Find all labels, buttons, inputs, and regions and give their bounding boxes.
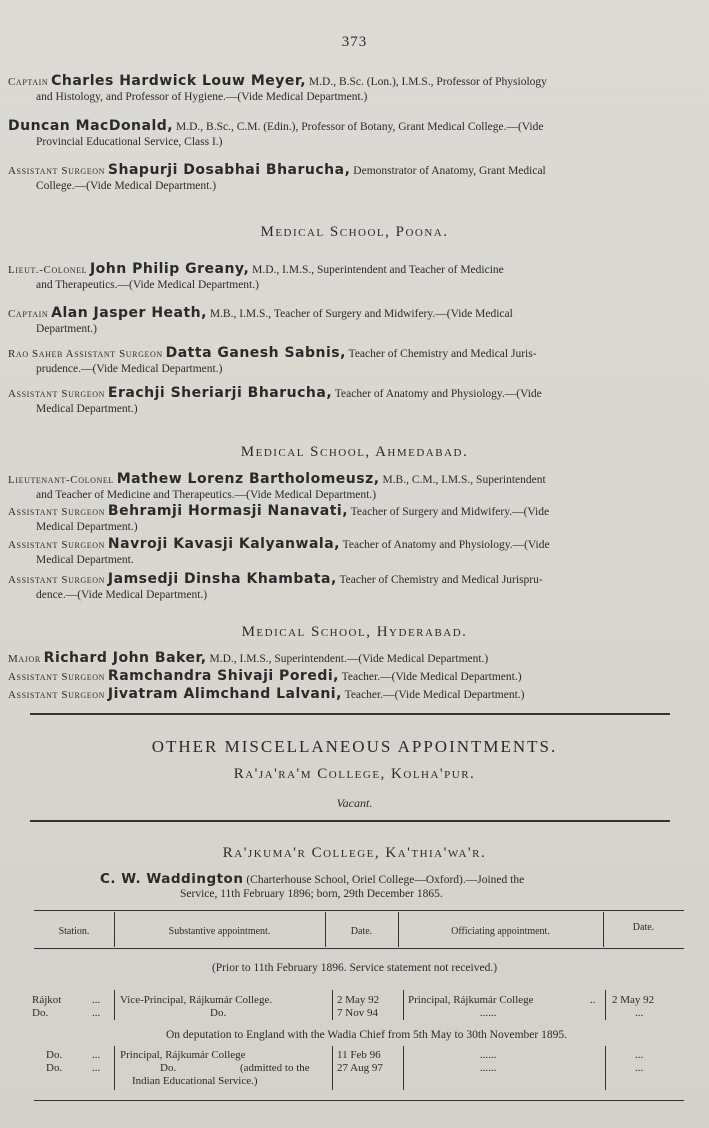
- table-cell-dots: ...: [92, 1007, 101, 1019]
- table-col-divider: [114, 990, 115, 1020]
- section-divider: [30, 820, 670, 822]
- table-cell-date: ...: [635, 1062, 644, 1074]
- table-header-date-2: Date.: [632, 922, 655, 933]
- table-header-rule: [34, 948, 684, 949]
- table-cell-station: Do.: [32, 1007, 49, 1019]
- entry-text: Teacher of Chemistry and Medical Juris-: [345, 348, 537, 360]
- entry-meyer: [8, 74, 688, 105]
- table-cell-station: Do.: [46, 1049, 63, 1061]
- section-divider: [30, 713, 670, 715]
- entry-rank: Captain: [8, 76, 49, 88]
- table-cell-substantive: (admitted to the: [240, 1062, 310, 1074]
- entry-text: (Charterhouse School, Oriel College—Oxford).—Joined the: [243, 874, 525, 886]
- entry-baker: [8, 651, 688, 667]
- page-number: 373: [341, 34, 368, 50]
- table-cell-officiating: ......: [480, 1049, 497, 1061]
- entry-name: Duncan MacDonald,: [8, 118, 174, 134]
- entry-text: M.B., C.M., I.M.S., Superintendent: [379, 474, 546, 486]
- entry-rank: Assistant Surgeon: [8, 539, 106, 551]
- entry-name: Alan Jasper Heath,: [51, 305, 207, 321]
- entry-continuation: Department.): [36, 323, 97, 335]
- entry-text: Teacher of Anatomy and Physiology.—(Vide: [332, 388, 542, 400]
- entry-rank: Assistant Surgeon: [8, 689, 106, 701]
- table-cell-substantive: Do.: [160, 1062, 177, 1074]
- entry-text: M.B., I.M.S., Teacher of Surgery and Midwifery.—(Vide Medical: [206, 308, 513, 320]
- entry-text: Teacher of Surgery and Midwifery.—(Vide: [348, 506, 550, 518]
- entry-continuation: prudence.—(Vide Medical Department.): [36, 363, 223, 375]
- entry-shapurji: [8, 163, 688, 194]
- table-col-divider: [114, 1046, 115, 1090]
- entry-name: Behramji Hormasji Nanavati,: [107, 503, 349, 519]
- table-cell-dots: ...: [92, 1062, 101, 1074]
- entry-rank: Assistant Surgeon: [8, 506, 106, 518]
- other-appointments-title: OTHER MISCELLANEOUS APPOINTMENTS.: [151, 737, 558, 756]
- entry-macdonald: [8, 119, 688, 150]
- table-cell-officiating: Principal, Rájkumár College: [408, 994, 534, 1006]
- table-bottom-rule: [34, 1100, 684, 1101]
- entry-rank: Major: [8, 653, 41, 665]
- table-cell-date: 2 May 92: [612, 994, 655, 1006]
- entry-heath: [8, 306, 688, 337]
- entry-continuation: and Therapeutics.—(Vide Medical Department.): [36, 279, 259, 291]
- entry-nanavati: [8, 504, 688, 535]
- entry-poredi: [8, 669, 688, 685]
- entry-name: Mathew Lorenz Bartholomeusz,: [116, 471, 380, 487]
- entry-name: Richard John Baker,: [43, 650, 207, 666]
- entry-erachji: [8, 386, 688, 417]
- entry-name: John Philip Greany,: [89, 261, 250, 277]
- entry-name: Jamsedji Dinsha Khambata,: [107, 571, 337, 587]
- entry-rank: Captain: [8, 308, 49, 320]
- entry-name: Datta Ganesh Sabnis,: [165, 345, 346, 361]
- entry-text: Teacher.—(Vide Medical Department.): [338, 671, 522, 683]
- entry-text: M.D., B.Sc., C.M. (Edin.), Professor of Botany, Grant Medical College.—(Vide: [173, 121, 544, 133]
- entry-lalvani: [8, 687, 688, 703]
- entry-name: Navroji Kavasji Kalyanwala,: [107, 536, 340, 552]
- entry-text: Teacher of Anatomy and Physiology.—(Vide: [339, 539, 550, 551]
- entry-bartholomeusz: [8, 472, 688, 503]
- table-header-officiating: Officiating appointment.: [451, 926, 550, 937]
- table-cell-substantive: Do.: [210, 1007, 227, 1019]
- table-cell-dots: ...: [92, 994, 101, 1006]
- table-cell-station: Do.: [46, 1062, 63, 1074]
- entry-text: Demonstrator of Anatomy, Grant Medical: [350, 165, 546, 177]
- table-cell-date: ...: [635, 1007, 644, 1019]
- entry-name: Jivatram Alimchand Lalvani,: [107, 686, 342, 702]
- table-col-divider: [605, 1046, 606, 1090]
- entry-khambata: [8, 572, 688, 603]
- entry-rank: Lieutenant-Colonel: [8, 474, 114, 486]
- table-cell-substantive: Principal, Rájkumár College: [120, 1049, 246, 1061]
- entry-continuation: Medical Department.: [36, 554, 134, 566]
- table-note-prior: (Prior to 11th February 1896. Service statement not received.): [211, 962, 498, 974]
- section-heading-rajaram: Ra'ja'ra'm College, Kolha'pur.: [233, 766, 476, 782]
- table-col-divider: [332, 1046, 333, 1090]
- table-cell-date: 27 Aug 97: [337, 1062, 383, 1074]
- table-cell-substantive: Indian Educational Service.): [132, 1075, 258, 1087]
- entry-name: C. W. Waddington: [100, 871, 244, 887]
- entry-rank: Assistant Surgeon: [8, 388, 106, 400]
- table-note-deputation: On deputation to England with the Wadia Chief from 5th May to 30th November 1895.: [166, 1029, 567, 1041]
- entry-continuation: College.—(Vide Medical Department.): [36, 180, 217, 192]
- entry-text: M.D., I.M.S., Superintendent and Teacher of Medicine: [249, 264, 504, 276]
- table-header-station: Station.: [58, 926, 90, 937]
- table-cell-date: ...: [635, 1049, 644, 1061]
- entry-continuation: dence.—(Vide Medical Department.): [36, 589, 208, 601]
- table-col-divider: [332, 990, 333, 1020]
- entry-rank: Assistant Surgeon: [8, 671, 106, 683]
- entry-continuation: and Histology, and Professor of Hygiene.—(Vide Medical Department.): [36, 91, 368, 103]
- entry-continuation: Medical Department.): [36, 521, 138, 533]
- table-cell-station: Rájkot: [32, 994, 62, 1006]
- entry-name: Ramchandra Shivaji Poredi,: [107, 668, 339, 684]
- table-header-date: Date.: [350, 926, 373, 937]
- entry-name: Shapurji Dosabhai Bharucha,: [107, 162, 351, 178]
- entry-sabnis: [8, 346, 688, 377]
- entry-continuation: and Teacher of Medicine and Therapeutics.—(Vide Medical Department.): [36, 489, 377, 501]
- section-heading-poona: Medical School, Poona.: [260, 224, 449, 240]
- section-heading-rajkumar: Ra'jkuma'r College, Ka'thia'wa'r.: [222, 845, 487, 861]
- vacant-label: Vacant.: [336, 796, 373, 810]
- entry-rank: Lieut.-Colonel: [8, 264, 88, 276]
- entry-continuation: Service, 11th February 1896; born, 29th December 1865.: [180, 888, 443, 900]
- table-cell-officiating: ......: [480, 1007, 497, 1019]
- entry-kalyanwala: [8, 537, 688, 568]
- table-top-rule: [34, 910, 684, 911]
- entry-text: Teacher of Chemistry and Medical Jurispru-: [336, 574, 543, 586]
- entry-waddington: [100, 872, 620, 901]
- entry-rank: Rao Saheb Assistant Surgeon: [8, 348, 163, 360]
- entry-text: Teacher.—(Vide Medical Department.): [341, 689, 525, 701]
- table-cell-date: 2 May 92: [337, 994, 380, 1006]
- entry-greany: [8, 262, 688, 293]
- table-cell-substantive: Vice-Principal, Rájkumár College.: [120, 994, 273, 1006]
- table-cell-dots: ..: [590, 994, 596, 1006]
- table-col-divider: [605, 990, 606, 1020]
- table-cell-officiating: ......: [480, 1062, 497, 1074]
- table-cell-date: 7 Nov 94: [337, 1007, 378, 1019]
- table-cell-dots: ...: [92, 1049, 101, 1061]
- entry-rank: Assistant Surgeon: [8, 574, 106, 586]
- section-heading-hyderabad: Medical School, Hyderabad.: [241, 624, 468, 640]
- entry-continuation: Medical Department.): [36, 403, 138, 415]
- table-col-divider: [403, 1046, 404, 1090]
- table-col-divider: [403, 990, 404, 1020]
- table-cell-date: 11 Feb 96: [337, 1049, 381, 1061]
- entry-name: Charles Hardwick Louw Meyer,: [51, 73, 307, 89]
- entry-rank: Assistant Surgeon: [8, 165, 106, 177]
- entry-text: M.D., B.Sc. (Lon.), I.M.S., Professor of Physiology: [306, 76, 547, 88]
- entry-continuation: Provincial Educational Service, Class I.): [36, 136, 223, 148]
- entry-text: M.D., I.M.S., Superintendent.—(Vide Medical Department.): [206, 653, 489, 665]
- table-header-substantive: Substantive appointment.: [168, 926, 271, 937]
- section-heading-ahmedabad: Medical School, Ahmedabad.: [240, 444, 469, 460]
- entry-name: Erachji Sheriarji Bharucha,: [107, 385, 333, 401]
